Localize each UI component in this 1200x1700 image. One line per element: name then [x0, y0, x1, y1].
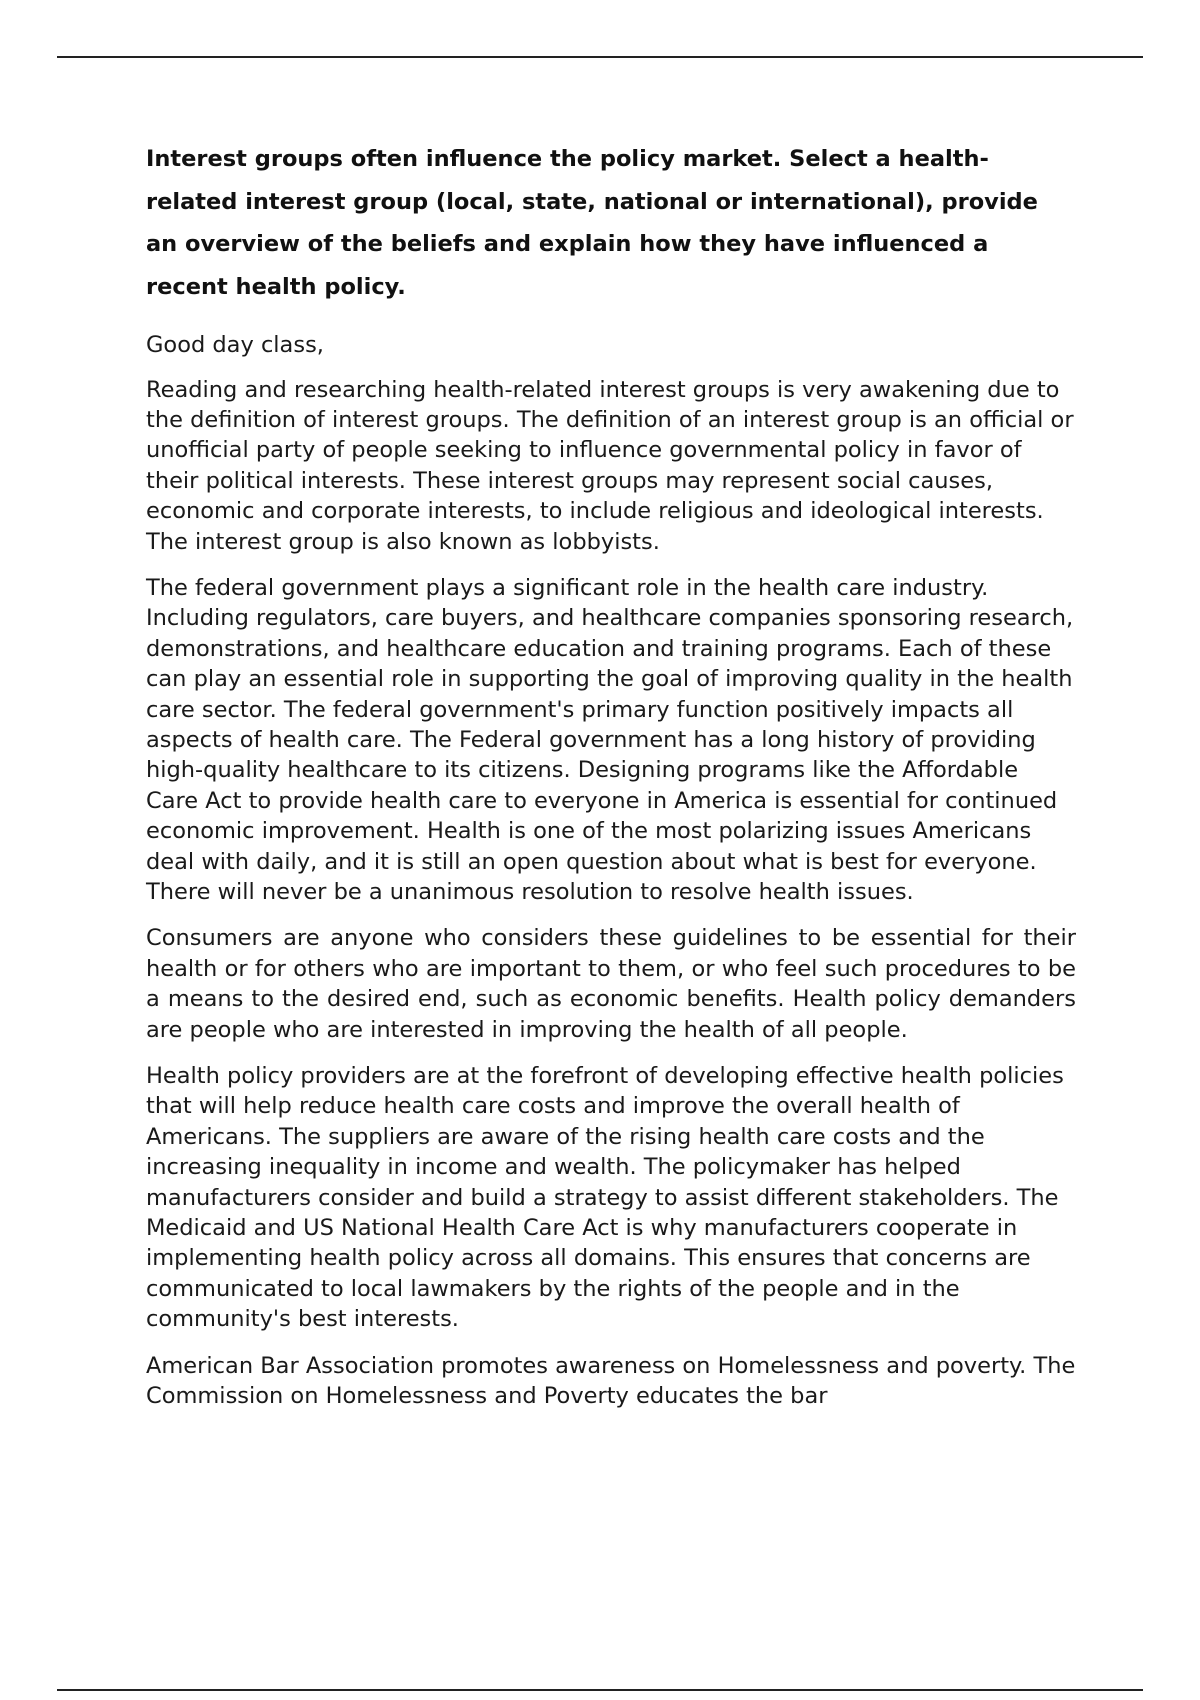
bottom-divider [57, 1689, 1143, 1691]
question-heading: Interest groups often influence the policy market. Select a health-related interest group (local, state, national or international), provide an overview of the beliefs and explain how they have influenced a recent health policy. [146, 146, 1038, 300]
paragraph-consumers: Consumers are anyone who considers these guidelines to be essential for their health or for others who are important to them, or who feel such procedures to be a means to the desired end, such as economic benefits. Health policy demanders are people who are interested in improving the health of all people. [146, 925, 1076, 1043]
greeting: Good day class, [146, 332, 324, 358]
paragraph-american-bar-association: American Bar Association promotes awareness on Homelessness and poverty. The Commission on Homelessness and Poverty educates the bar [146, 1352, 1076, 1410]
paragraph-interest-groups: Reading and researching health-related interest groups is very awakening due to the definition of interest groups. The definition of an interest group is an official or unofficial party of people seeking to influence governmental policy in favor of their political interests. These interest groups may represent social causes, economic and corporate interests, to include religious and ideological interests. The interest group is also known as lobbyists. [146, 376, 1074, 555]
document-body [146, 138, 1076, 1428]
paragraph-policy-providers: Health policy providers are at the forefront of developing effective health policies that will help reduce health care costs and improve the overall health of Americans. The suppliers are aware of the rising health care costs and the increasing inequality in income and wealth. The policymaker has helped manufacturers consider and build a strategy to assist different stakeholders. The Medicaid and US National Health Care Act is why manufacturers cooperate in implementing health policy across all domains. This ensures that concerns are communicated to local lawmakers by the rights of the people and in the community's best interests. [146, 1063, 1064, 1333]
top-divider [57, 56, 1143, 58]
paragraph-federal-government: The federal government plays a significant role in the health care industry. Including regulators, care buyers, and healthcare companies sponsoring research, demonstrations, and healthcare education and training programs. Each of these can play an essential role in supporting the goal of improving quality in the health care sector. The federal government's primary function positively impacts all aspects of health care. The Federal government has a long history of providing high-quality healthcare to its citizens. Designing programs like the Affordable Care Act to provide health care to everyone in America is essential for continued economic improvement. Health is one of the most polarizing issues Americans deal with daily, and it is still an open question about what is best for everyone. There will never be a unanimous resolution to resolve health issues. [146, 574, 1074, 905]
